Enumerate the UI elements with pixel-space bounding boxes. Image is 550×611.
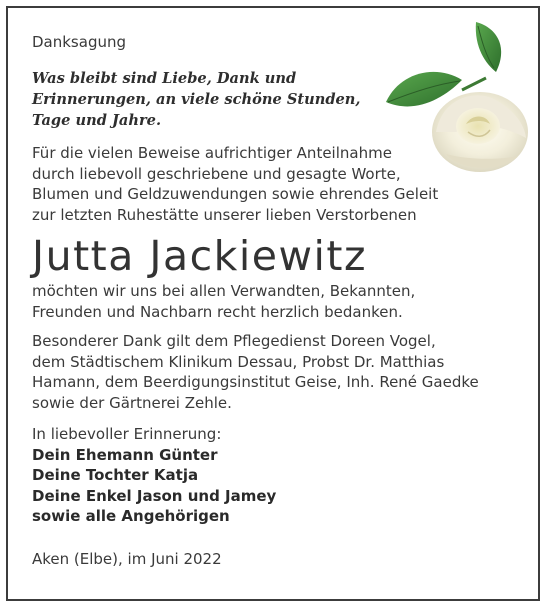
thanks-paragraph <box>32 281 532 322</box>
signer: Deine Tochter Katja <box>32 466 199 484</box>
intro-line: zur letzten Ruhestätte unserer lieben Verstorbenen <box>32 205 417 224</box>
special-thanks-line: dem Städtischem Klinikum Dessau, Probst Dr. Matthias <box>32 352 445 371</box>
quote-line: Was bleibt sind Liebe, Dank und <box>32 70 297 87</box>
signer: Deine Enkel Jason und Jamey <box>32 486 277 505</box>
special-thanks-paragraph <box>32 331 532 413</box>
place-and-date: Aken (Elbe), im Juni 2022 <box>32 549 222 568</box>
deceased-name: Jutta Jackiewitz <box>32 232 368 280</box>
memorial-quote <box>32 68 532 131</box>
signer: sowie alle Angehörigen <box>32 507 230 525</box>
intro-paragraph <box>32 143 532 225</box>
signer: Dein Ehemann Günter <box>32 445 218 464</box>
quote-line: Erinnerungen, an viele schöne Stunden, <box>32 91 361 108</box>
obituary-content <box>32 32 532 569</box>
thanks-line: Freunden und Nachbarn recht herzlich bedanken. <box>32 302 403 321</box>
quote-line: Tage und Jahre. <box>32 112 162 129</box>
intro-line: Blumen und Geldzuwendungen sowie ehrendes Geleit <box>32 185 439 203</box>
heading: Danksagung <box>32 33 126 51</box>
intro-line: durch liebevoll geschriebene und gesagte Worte, <box>32 164 401 183</box>
intro-line: Für die vielen Beweise aufrichtiger Anteilnahme <box>32 144 392 162</box>
special-thanks-line: Besonderer Dank gilt dem Pflegedienst Doreen Vogel, <box>32 332 436 350</box>
obituary-frame <box>6 6 540 601</box>
special-thanks-line: sowie der Gärtnerei Zehle. <box>32 393 232 412</box>
sign-intro <box>32 424 532 445</box>
special-thanks-line: Hamann, dem Beerdigungsinstitut Geise, Inh. René Gaedke <box>32 373 479 391</box>
signers-list <box>32 445 532 527</box>
sign-intro-text: In liebevoller Erinnerung: <box>32 425 222 443</box>
thanks-line: möchten wir uns bei allen Verwandten, Bekannten, <box>32 282 416 300</box>
